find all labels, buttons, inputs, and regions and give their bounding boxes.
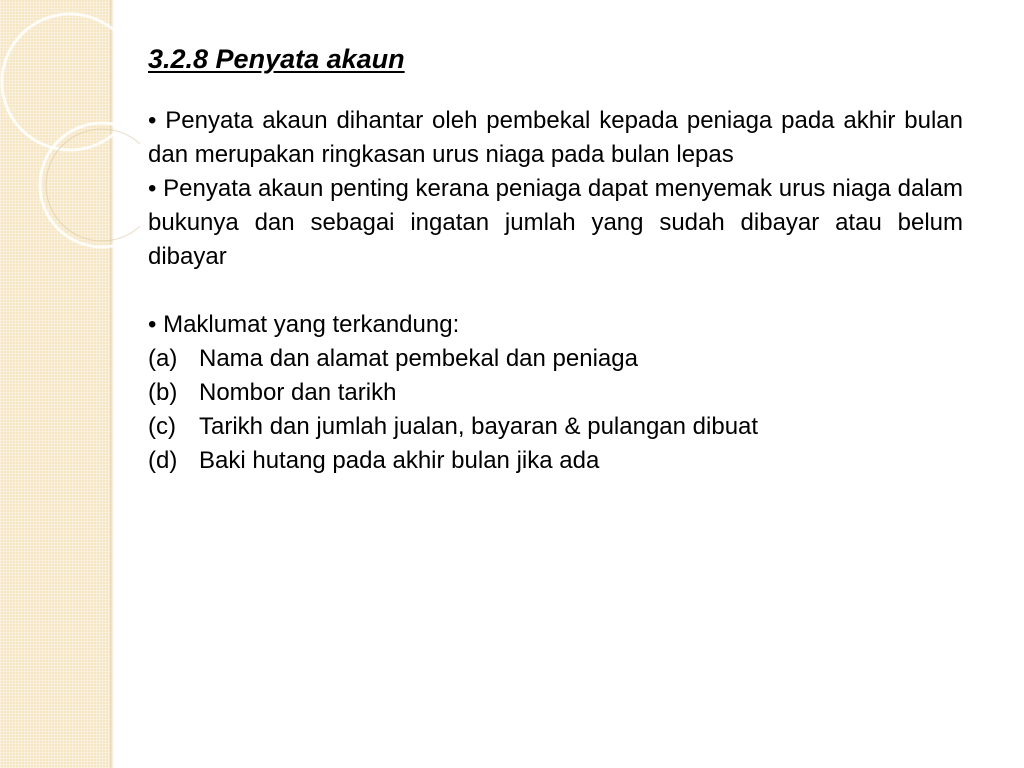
info-list-item [148,444,963,478]
info-list-item [148,376,963,410]
info-heading: • Maklumat yang terkandung: [148,311,460,338]
list-marker: (b) [148,379,178,406]
spacer [148,274,963,308]
info-list-item [148,342,963,376]
decorative-ring-small [40,123,140,247]
decorative-rings [0,0,140,260]
list-marker: (d) [148,447,178,474]
slide-title: 3.2.8 Penyata akaun [148,44,405,74]
info-list-item [148,410,963,444]
list-item-text: Nama dan alamat pembekal dan peniaga [199,345,638,372]
list-item-text: Tarikh dan jumlah jualan, bayaran & pulangan dibuat [199,413,759,440]
bullet-paragraph-1: • Penyata akaun dihantar oleh pembekal kepada peniaga pada akhir bulan dan merupakan ringkasan urus niaga pada bulan lepas [148,107,963,168]
decorative-ring-large [2,14,138,150]
list-marker: (c) [148,413,176,440]
bullet-paragraph-2: • Penyata akaun penting kerana peniaga dapat menyemak urus niaga dalam bukunya dan sebagai ingatan jumlah yang sudah dibayar atau belum dibayar [148,175,963,270]
list-marker: (a) [148,345,178,372]
slide-content [148,42,963,478]
list-item-text: Baki hutang pada akhir bulan jika ada [199,447,600,474]
list-item-text: Nombor dan tarikh [199,379,397,406]
